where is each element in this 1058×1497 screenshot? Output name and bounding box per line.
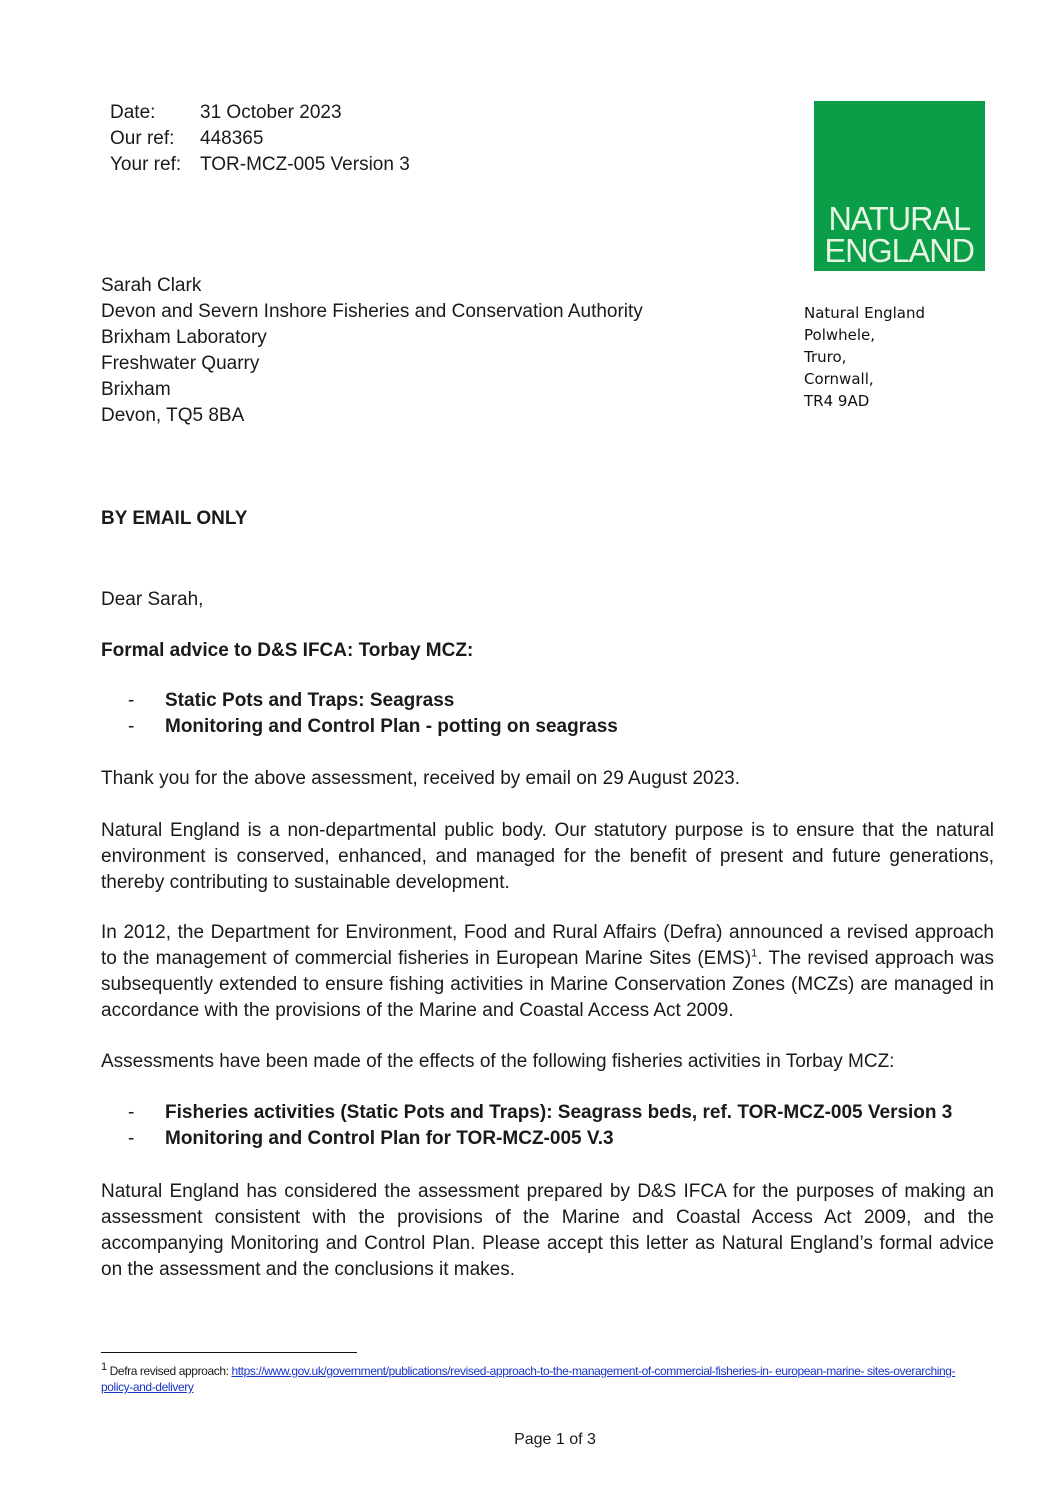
bullet-dash: - (128, 1102, 135, 1123)
footnote (101, 1363, 981, 1395)
subject-list-item (128, 714, 618, 740)
assessment-list (128, 1100, 952, 1152)
sender-address (804, 302, 925, 412)
subject-list (128, 688, 618, 740)
delivery-note: BY EMAIL ONLY (101, 508, 248, 529)
bullet-dash: - (128, 716, 135, 737)
paragraph-formal-advice: Natural England has considered the assessment prepared by D&S IFCA for the purposes of making an assessment consistent with the provisions of the Marine and Coastal Access Act 2009, and the accompanying Monitoring and Control Plan. Please accept this letter as Natural England’s formal advice on the assessment and the conclusions it makes. (101, 1181, 994, 1280)
paragraph-about-natural-england: Natural England is a non-departmental public body. Our statutory purpose is to ensure that the natural environment is conserved, enhanced, and managed for the benefit of present and future generations, thereby contributing to sustainable development. (101, 820, 994, 893)
recipient-line: Freshwater Quarry (101, 353, 260, 374)
your-ref-value: TOR-MCZ-005 Version 3 (200, 154, 410, 175)
assessment-list-item (128, 1100, 952, 1126)
your-ref-label: Your ref: (110, 154, 182, 175)
subject-heading: Formal advice to D&S IFCA: Torbay MCZ: (101, 640, 474, 661)
recipient-line: Devon and Severn Inshore Fisheries and Conservation Authority (101, 301, 643, 322)
assessment-item-text: Fisheries activities (Static Pots and Traps): Seagrass beds, ref. TOR-MCZ-005 Version 3 (165, 1102, 953, 1123)
recipient-line: Brixham Laboratory (101, 327, 267, 348)
logo-line-1: NATURAL (828, 200, 971, 237)
footnote-ref[interactable]: 1 (751, 947, 758, 960)
paragraph-text: . The revised approach was subsequently extended to ensure fishing activities in Marine Conservation Zones (MCZs) are managed in accordance with the provisions of the Marine and Coastal Access Act 2009. (101, 948, 994, 1021)
bullet-dash: - (128, 690, 135, 711)
salutation: Dear Sarah, (101, 589, 204, 610)
paragraph-defra-approach (101, 920, 994, 1024)
subject-list-item (128, 688, 618, 714)
date-value: 31 October 2023 (200, 102, 342, 123)
subject-item-text: Monitoring and Control Plan - potting on seagrass (165, 716, 618, 737)
recipient-address (101, 273, 643, 429)
sender-address-line: TR4 9AD (804, 392, 870, 410)
sender-address-line: Natural England (804, 304, 925, 322)
bullet-dash: - (128, 1128, 135, 1149)
your-ref-row (110, 152, 410, 178)
paragraph-acknowledgement: Thank you for the above assessment, received by email on 29 August 2023. (101, 768, 740, 789)
recipient-line: Devon, TQ5 8BA (101, 405, 245, 426)
footnote-divider (101, 1352, 357, 1353)
subject-item-text: Static Pots and Traps: Seagrass (165, 690, 455, 711)
our-ref-label: Our ref: (110, 128, 175, 149)
sender-address-line: Polwhele, (804, 326, 876, 344)
date-label: Date: (110, 102, 156, 123)
recipient-line: Sarah Clark (101, 275, 202, 296)
sender-address-line: Truro, (804, 348, 847, 366)
letter-meta (110, 100, 410, 178)
recipient-line: Brixham (101, 379, 171, 400)
paragraph-text: In 2012, the Department for Environment, Food and Rural Affairs (Defra) announced a revised approach to the management of commercial fisheries in European Marine Sites (EMS) (101, 922, 994, 969)
our-ref-row (110, 126, 410, 152)
our-ref-value: 448365 (200, 128, 264, 149)
assessment-list-item (128, 1126, 952, 1152)
assessment-item-text: Monitoring and Control Plan for TOR-MCZ-005 V.3 (165, 1128, 614, 1149)
footnote-number: 1 (101, 1361, 107, 1373)
page-number: Page 1 of 3 (514, 1431, 596, 1448)
date-row (110, 100, 410, 126)
sender-address-line: Cornwall, (804, 370, 874, 388)
paragraph-assessments: Assessments have been made of the effects of the following fisheries activities in Torbay MCZ: (101, 1051, 895, 1072)
footnote-label: Defra revised approach: (109, 1364, 232, 1378)
footnote-link[interactable]: https://www.gov.uk/government/publications/revised-approach-to-the-management-of-commercial-fisheries-in- european-marine- sites-overarching-policy-and-delivery (101, 1364, 956, 1394)
natural-england-logo (814, 101, 985, 271)
logo-line-2: ENGLAND (824, 232, 975, 269)
